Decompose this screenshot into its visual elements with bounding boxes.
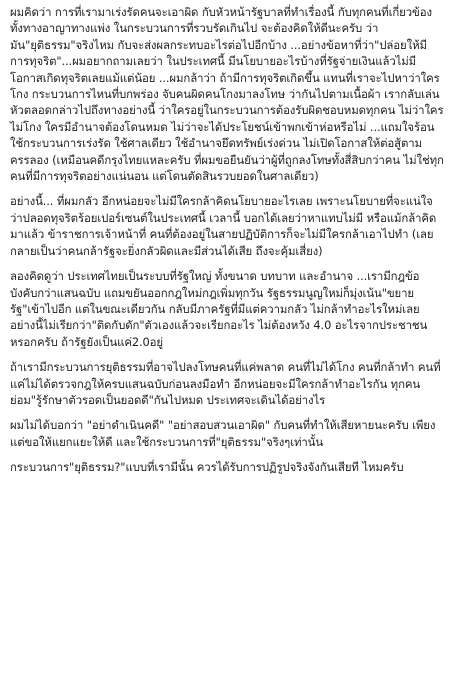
post-paragraph-3: ลองคิดดูว่า ประเทศไทยเป็นระบบที่รัฐใหญ่ ทั้งขนาด บทบาท และอำนาจ ...เรามีกฎข้อบังคับกว่าแสนฉบับ แถมขยันออกกฎใหม่กฎเพิ่มทุกวัน รัฐธรรมนูญใหม่ก็มุ่งเน้น"ขยายรัฐ"เข้าไปอีก แต่ในขณะเดียวกัน กลับมีภาครัฐที่มีแต่ความกลัว ไม่กล้าทำอะไรใหม่เลย อย่างนี้ไม่เรียกว่า"ติดกับดัก"ตัวเองแล้วจะเรียกอะไร ไม่ต้องหวัง 4.0 อะไรจากประชาชนหรอกครับ ถ้ารัฐยังเป็นแค่2.0อยู่ — [10, 269, 428, 349]
post-paragraph-1: ผมคิดว่า การที่เรามาเร่งรัดคนจะเอาผิด กับหัวหน้ารัฐบาลที่ทำเรื่องนี้ กับทุกคนที่เกี่ยวข้อง ทั้งทางอาญาทางแพ่ง ในกระบวนการที่รวบรัดเกินไป จะต้องคิดให้ดีนะครับ ว่ามัน"ยุติธรรม"จริงไหม กับจะส่งผลกระทบอะไรต่อไปอีกบ้าง ...อย่างข้อหาที่ว่า"ปล่อยให้มีการทุจริต"...ผมอยากถามเลยว่า ในประเทศนี้ มีนโยบายอะไรบ้างที่รัฐจ่ายเงินแล้วไม่มีโอกาสเกิดทุจริตเลยแม้แต่น้อย ...ผมกล้าว่า ถ้ามีการทุจริตเกิดขึ้น แทนที่เราจะไปหาว่าใครโกง กระบวนการไหนที่บกพร่อง จับคนผิดคนโกงมาลงโทษ ว่ากันไปตามเนื้อผ้า เรากลับเล่นหัวตลอดกล่าวไปถึงทางอย่างนี้ ว่าใครอยู่ในกระบวนการต้องรับผิดชอบหมดทุกคน ไม่ว่าใครไม่โกง ใครมีอำนาจต้องโดนหมด ไม่ว่าจะได้ประโยชน์เข้าพกเข้าห่อหรือไม่ ...แถมใจร้อน ใช้กระบวนการเร่งรัด ใช้ศาลเดียว ใช้อำนาจยึดทรัพย์เร่งด่วน ไม่เปิดโอกาสให้ต่อสู้ตามครรลอง (เหมือนคดีกรุงไทยแหละครับ ที่ผมขอยืนยันว่าผู้ที่ถูกลงโทษทั้งสี่สิบกว่าคน ไม่ใช่ทุกคนที่มีการทุจริตอย่างแน่นอน แต่โดนตัดสินรวบยอดในศาลเดียว) — [10, 5, 444, 184]
post-paragraph-2: อย่างนี้... ที่ผมกลัว อีกหน่อยจะไม่มีใครกล้าคิดนโยบายอะไรเลย เพราะนโยบายที่จะแน่ใจว่าปลอดทุจริตร้อยเปอร์เซนต์ในประเทศนี้ เวลานี้ บอกได้เลยว่าหาแทบไม่มี หรือแม้กล้าคิดมาแล้ว ข้าราชการเจ้าหน้าที่ คนที่ต้องอยู่ในสายปฏิบัติการก็จะไม่มีใครกล้าเอาไปทำ (เลยกลายเป็นว่าคนกล้ารัฐจะยิ่งกลัวผิดและมีส่วนได้เสีย ถึงจะคุ้มเสี่ยง) — [10, 194, 437, 258]
post-paragraph-6: กระบวนการ"ยุติธรรม?"แบบที่เรามีนั้น ควรได้รับการปฏิรูปจริงจังกันเสียที ไหมครับ — [10, 460, 404, 475]
post-paragraph-5: ผมไม่ได้บอกว่า "อย่าดำเนินคดี" "อย่าสอบสวนเอาผิด" กับคนที่ทำให้เสียหายนะครับ เพียงแต่ขอให้แยกแยะให้ดี และใช้กระบวนการที่"ยุติธรรม"จริงๆเท่านั้น — [10, 418, 436, 449]
post-paragraph-4: ถ้าเรามีกระบวนการยุติธรรมที่อาจไปลงโทษคนที่แค่พลาด คนที่ไม่ได้โกง คนที่กล้าทำ คนที่แค่ไม่ได้ตรวจกฎให้ครบแสนฉบับก่อนลงมือทำ อีกหน่อยจะมีใครกล้าทำอะไรกัน ทุกคนย่อม"รู้รักษาตัวรอดเป็นยอดดี"กันไปหมด ประเทศจะเดินได้อย่างไร — [10, 360, 441, 407]
